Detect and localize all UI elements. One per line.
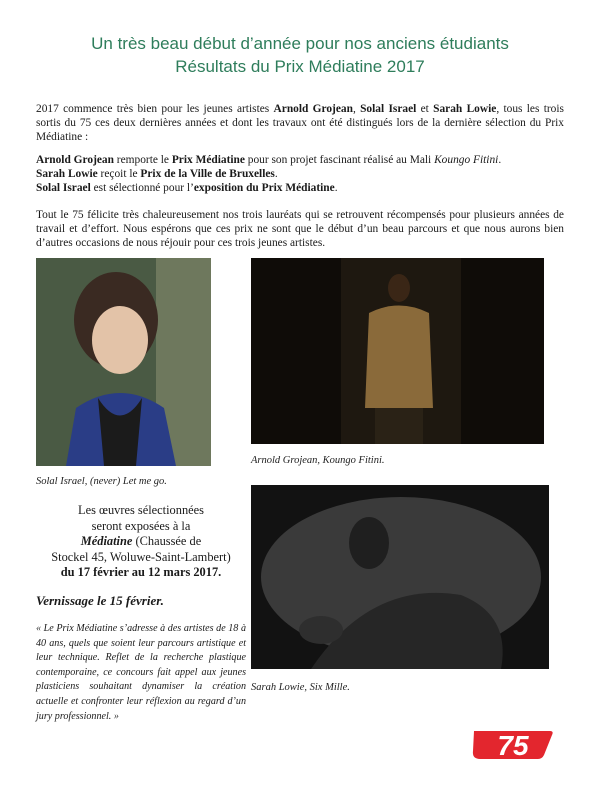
page-title bbox=[0, 32, 600, 78]
prize-name: exposition du Prix Médiatine bbox=[193, 182, 335, 194]
exhibition-line: seront exposées à la bbox=[91, 518, 191, 533]
vernissage-date: Vernissage le 15 février. bbox=[36, 593, 164, 608]
winner-name: Solal Israel bbox=[36, 182, 91, 194]
venue-name: Médiatine bbox=[80, 534, 133, 548]
winners-paragraph bbox=[36, 153, 564, 195]
photo-arnold-grojean bbox=[251, 258, 544, 444]
venue-address: (Chaussée de bbox=[132, 534, 202, 548]
artist-name-sarah: Sarah Lowie bbox=[433, 103, 497, 115]
winner-text: . bbox=[334, 182, 338, 194]
intro-text: , bbox=[352, 103, 361, 115]
school-logo-75 bbox=[470, 727, 554, 763]
title-line-2: Résultats du Prix Médiatine 2017 bbox=[175, 57, 425, 76]
winner-text: remporte le bbox=[113, 154, 172, 166]
intro-text: et bbox=[416, 103, 434, 115]
exhibition-venue-line bbox=[36, 534, 246, 550]
prize-quote: « Le Prix Médiatine s’adresse à des artistes de 18 à 40 ans, quels que soient leur parcours artistique et leur technique. Reflet de la recherche plastique contemporaine, ce concours fait appel aux jeunes plasticiens souhaitant dynamiser la création actuelle et confronter leur réflexion au regard d’un jury professionnel. » bbox=[36, 623, 246, 722]
winner-text: pour son projet fascinant réalisé au Mali bbox=[244, 154, 435, 166]
caption-solal-israel: Solal Israel, (never) Let me go. bbox=[36, 476, 167, 487]
winner-text: . bbox=[274, 168, 278, 180]
winner-name: Arnold Grojean bbox=[36, 154, 114, 166]
artist-name-arnold: Arnold Grojean bbox=[273, 103, 353, 115]
congrats-paragraph: Tout le 75 félicite très chaleureusement nos trois lauréats qui se retrouvent récompensés pour plusieurs années de travail et d’effort. Nous espérons que ces prix ne sont que le début d’un beau parcours et que nous aurons bien d’autres occasions de nous réjouir pour ces trois jeunes artistes. bbox=[36, 209, 564, 249]
title-line-1: Un très beau début d’année pour nos anciens étudiants bbox=[91, 34, 509, 53]
caption-sarah-lowie: Sarah Lowie, Six Mille. bbox=[251, 682, 350, 693]
exhibition-line: Stockel 45, Woluwe-Saint-Lambert) bbox=[51, 549, 231, 564]
exhibition-dates: du 17 février au 12 mars 2017. bbox=[60, 565, 222, 579]
winner-text: . bbox=[498, 154, 502, 166]
logo-text: 75 bbox=[497, 730, 529, 761]
exhibition-info bbox=[36, 503, 246, 581]
intro-text: , tous les trois sortis du 75 ces deux dernières années et dont les travaux ont été distingués lors de la dernière sélection du Prix Médiatine : bbox=[36, 103, 564, 143]
caption-arnold-grojean: Arnold Grojean, Koungo Fitini. bbox=[251, 455, 385, 466]
winner-text: reçoit le bbox=[97, 168, 141, 180]
prize-name: Prix Médiatine bbox=[171, 154, 245, 166]
photo-solal-israel bbox=[36, 258, 211, 466]
exhibition-line: Les œuvres sélectionnées bbox=[78, 503, 204, 517]
project-title: Koungo Fitini bbox=[434, 154, 499, 166]
prize-name: Prix de la Ville de Bruxelles bbox=[140, 168, 275, 180]
artist-name-solal: Solal Israel bbox=[360, 103, 417, 115]
photo-sarah-lowie bbox=[251, 485, 549, 669]
winner-text: est sélectionné pour l’ bbox=[90, 182, 194, 194]
intro-text: 2017 commence très bien pour les jeunes artistes bbox=[36, 103, 274, 115]
winner-name: Sarah Lowie bbox=[36, 168, 98, 180]
intro-paragraph bbox=[36, 102, 564, 144]
